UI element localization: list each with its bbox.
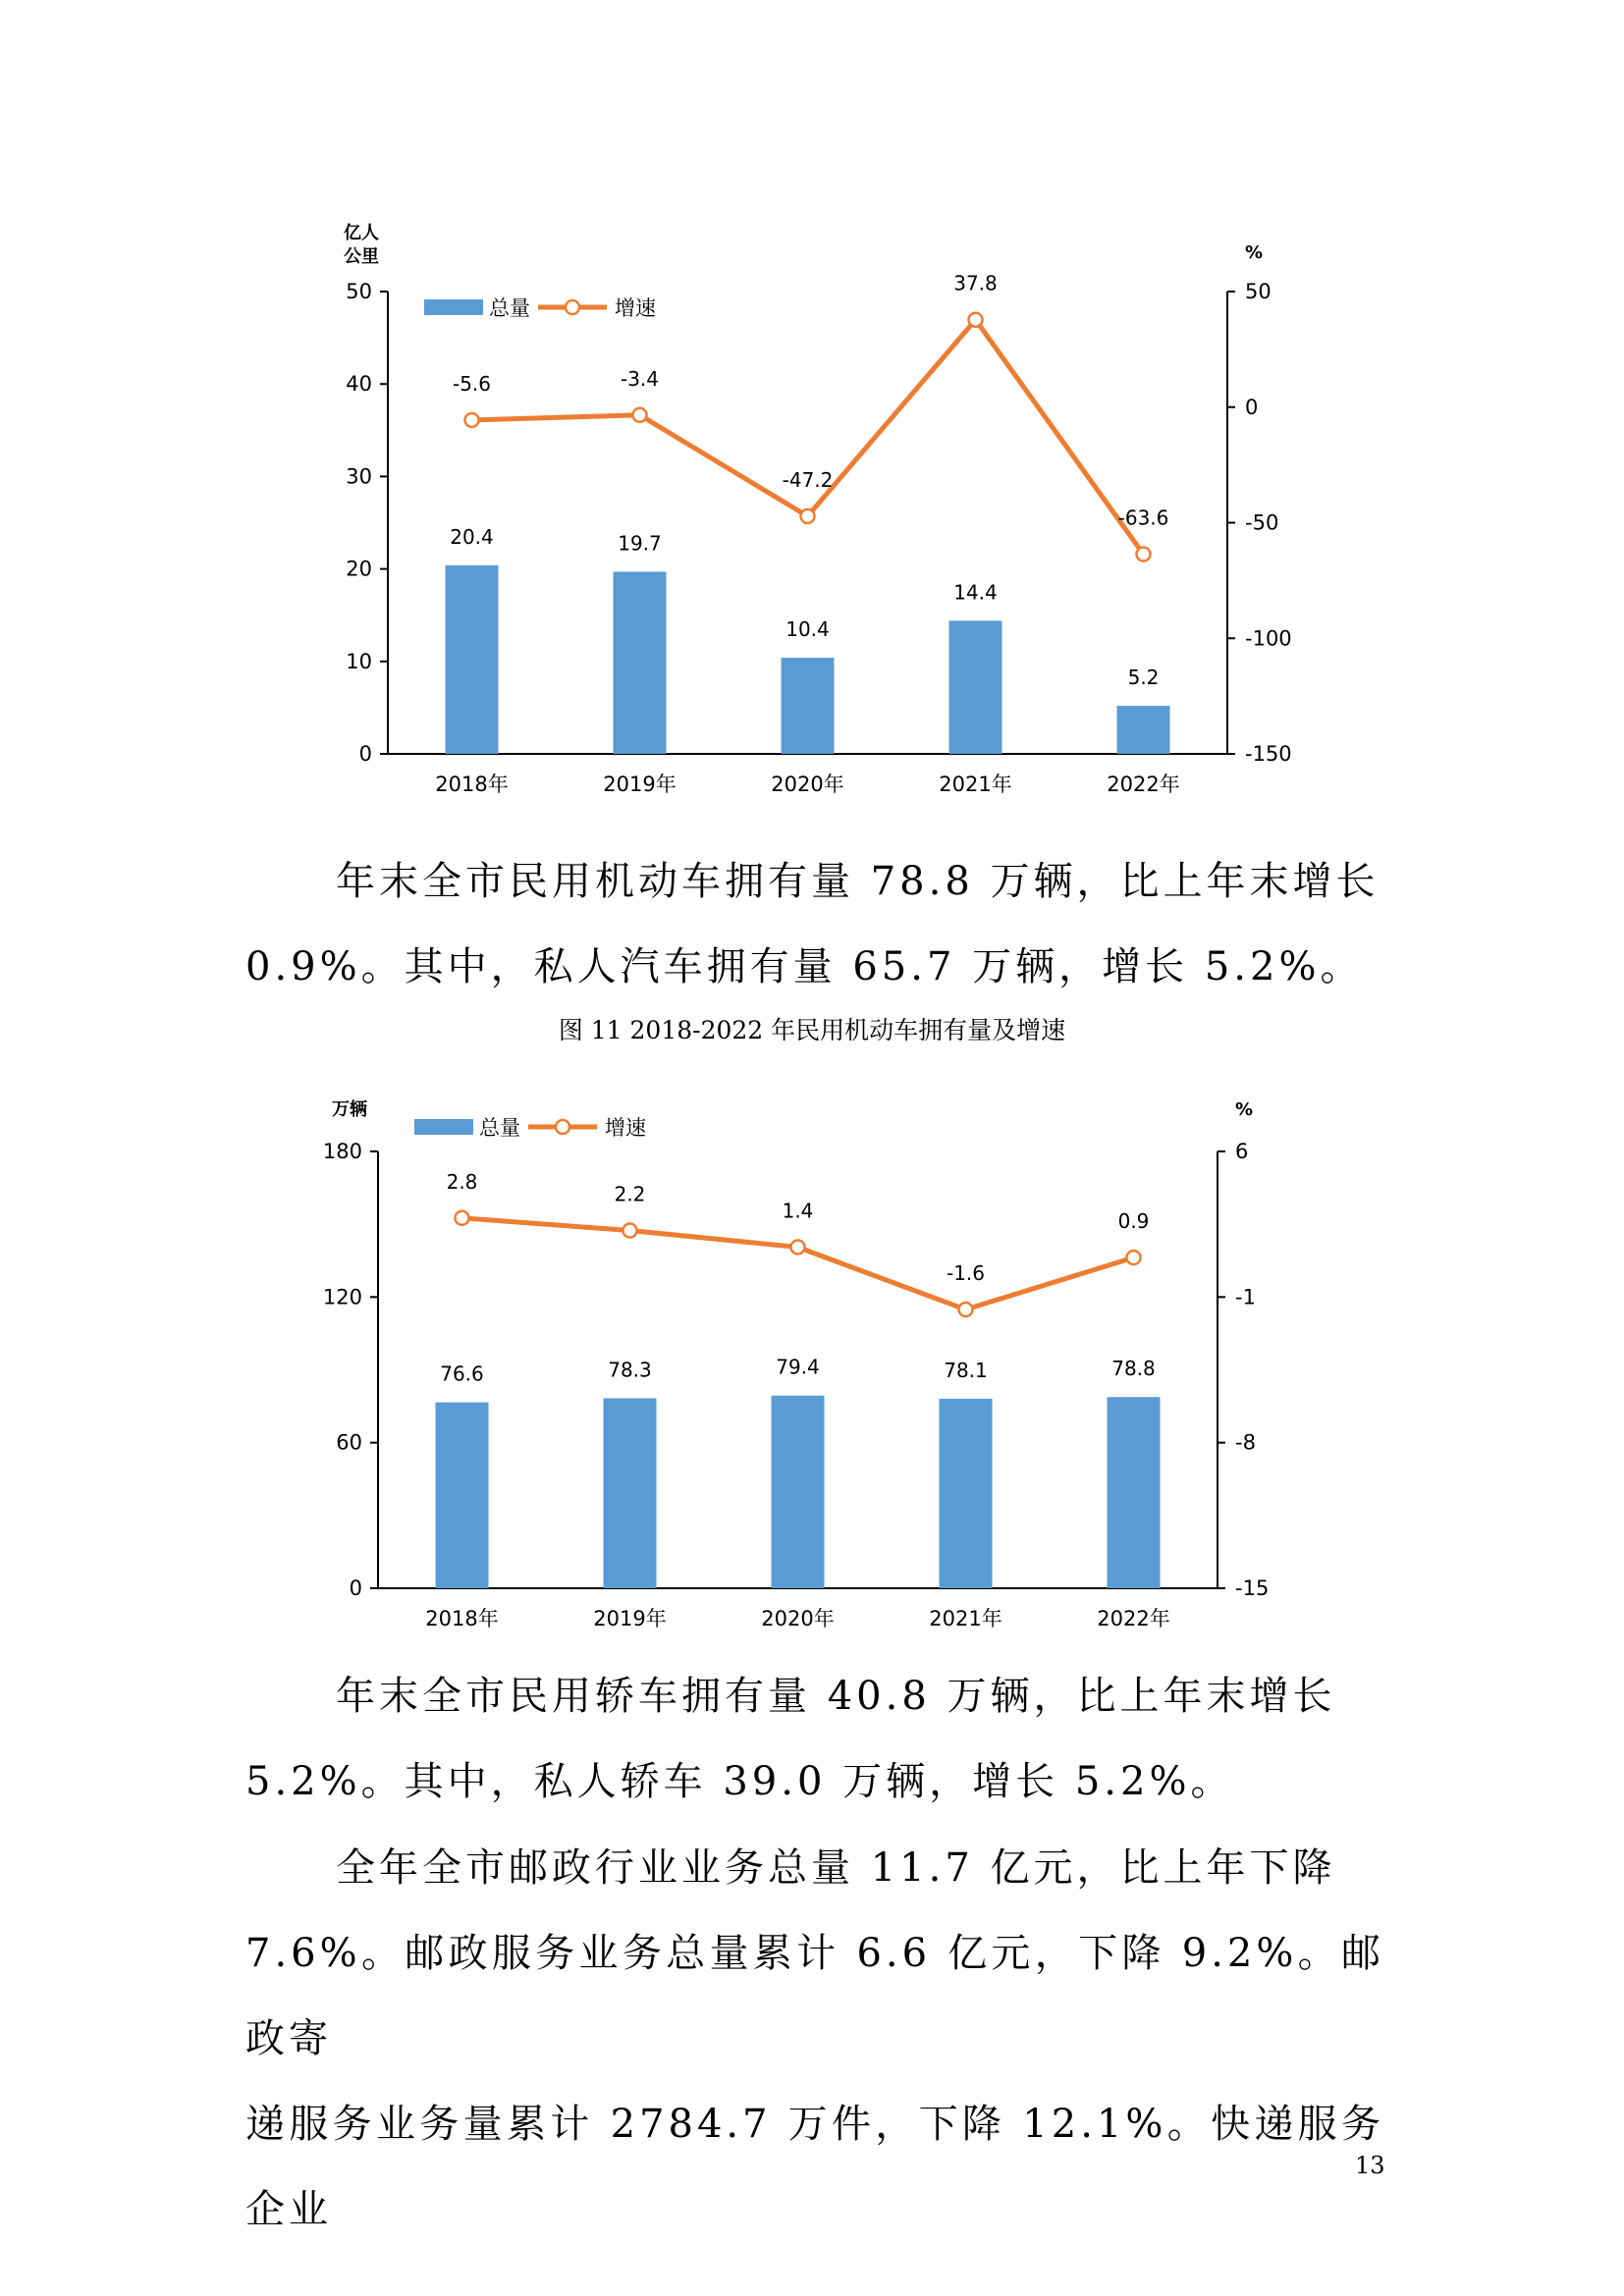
legend-bar-label: 总量 [479, 1116, 520, 1140]
line-data-label: -5.6 [452, 371, 492, 396]
bar [940, 1399, 993, 1588]
x-tick-label: 2022年 [1097, 1607, 1170, 1629]
paragraph-vehicles [245, 839, 1384, 1010]
right-axis-unit: % [1235, 1099, 1254, 1120]
legend-bar-swatch [414, 1119, 473, 1135]
line-data-label: -47.2 [782, 467, 834, 492]
legend-bar-swatch [424, 299, 483, 315]
legend-line-label: 增速 [615, 296, 656, 320]
line-data-label: 1.4 [782, 1199, 814, 1223]
paragraph-line: 年末全市民用机动车拥有量 78.8 万辆，比上年末增长 [336, 859, 1380, 904]
line-point [1127, 1251, 1141, 1264]
right-tick-label: -100 [1245, 626, 1292, 651]
paragraph-postal [245, 1826, 1384, 2253]
line-point [969, 313, 983, 327]
line-data-label: -3.4 [620, 366, 660, 391]
left-tick-label: 120 [322, 1285, 362, 1309]
right-tick-label: -50 [1245, 510, 1279, 535]
x-tick-label: 2022年 [1107, 773, 1180, 796]
right-tick-label: 0 [1245, 395, 1259, 419]
x-tick-label: 2019年 [593, 1607, 667, 1629]
bar [614, 571, 667, 754]
line-data-label: 2.2 [614, 1182, 646, 1206]
paragraph-line: 全年全市邮政行业业务总量 11.7 亿元，比上年下降 [336, 1845, 1336, 1891]
paragraph-line: 递服务业务量累计 2784.7 万件，下降 12.1%。快递服务企业 [245, 2102, 1384, 2232]
line-data-label: 0.9 [1117, 1209, 1150, 1234]
x-tick-label: 2020年 [761, 1607, 835, 1629]
paragraph-line: 0.9%。其中，私人汽车拥有量 65.7 万辆，增长 5.2%。 [245, 944, 1364, 989]
chart-1-svg [0, 0, 1624, 805]
bar [772, 1396, 825, 1588]
growth-line [462, 1218, 1134, 1309]
line-point [1137, 548, 1151, 561]
paragraph-line: 7.6%。邮政服务业务总量累计 6.6 亿元，下降 9.2%。邮政寄 [245, 1931, 1384, 2061]
bar [949, 620, 1002, 754]
left-tick-label: 10 [346, 649, 372, 673]
x-tick-label: 2021年 [929, 1607, 1002, 1629]
left-tick-label: 60 [336, 1430, 362, 1455]
right-tick-label: -150 [1245, 742, 1292, 766]
line-data-label: -63.6 [1117, 506, 1169, 530]
paragraph-line: 年末全市民用轿车拥有量 40.8 万辆，比上年末增长 [336, 1674, 1336, 1719]
bar-data-label: 14.4 [953, 580, 998, 605]
right-tick-label: -8 [1235, 1430, 1256, 1455]
chart-2-svg [0, 1060, 1624, 1629]
paragraph-cars [245, 1654, 1384, 1825]
line-point [791, 1240, 805, 1254]
right-tick-label: -15 [1235, 1576, 1270, 1600]
x-tick-label: 2021年 [939, 773, 1012, 796]
left-axis-unit: 公里 [344, 246, 379, 267]
left-tick-label: 20 [346, 557, 372, 581]
bar-data-label: 5.2 [1127, 666, 1160, 690]
x-tick-label: 2020年 [771, 773, 844, 796]
line-data-label: 37.8 [953, 271, 998, 295]
left-tick-label: 0 [358, 742, 372, 766]
bar-data-label: 20.4 [450, 524, 494, 549]
bar [1117, 706, 1170, 754]
bar-data-label: 78.1 [944, 1358, 988, 1382]
left-tick-label: 50 [346, 280, 372, 303]
right-tick-label: 50 [1245, 280, 1272, 303]
left-tick-label: 40 [346, 372, 372, 397]
legend-line-marker [566, 300, 579, 314]
left-tick-label: 30 [346, 464, 372, 489]
line-point [623, 1224, 637, 1238]
left-tick-label: 180 [322, 1140, 362, 1163]
line-data-label: -1.6 [946, 1261, 986, 1286]
line-point [959, 1303, 973, 1316]
bar-data-label: 79.4 [776, 1355, 820, 1379]
bar-data-label: 78.3 [608, 1358, 652, 1382]
bar [604, 1398, 657, 1588]
paragraph-line: 5.2%。其中，私人轿车 39.0 万辆，增长 5.2%。 [245, 1759, 1234, 1804]
legend-bar-label: 总量 [489, 296, 530, 320]
legend-line-label: 增速 [605, 1116, 646, 1140]
right-tick-label: -1 [1235, 1285, 1256, 1309]
x-tick-label: 2019年 [603, 773, 677, 796]
right-axis-unit: % [1245, 242, 1264, 263]
bar [782, 658, 835, 754]
figure-caption: 图 11 2018-2022 年民用机动车拥有量及增速 [558, 1016, 1066, 1044]
line-point [633, 408, 647, 422]
bar-data-label: 78.8 [1111, 1357, 1156, 1381]
bar [446, 565, 499, 754]
legend-line-marker [556, 1120, 569, 1134]
page-number: 13 [1355, 2152, 1385, 2179]
left-axis-unit: 万辆 [332, 1099, 367, 1120]
line-point [801, 509, 815, 523]
bar-data-label: 10.4 [785, 617, 830, 642]
line-data-label: 2.8 [446, 1169, 478, 1194]
bar-data-label: 19.7 [618, 531, 662, 556]
line-point [456, 1211, 469, 1225]
right-tick-label: 6 [1235, 1140, 1249, 1163]
x-tick-label: 2018年 [435, 773, 509, 796]
chart-vehicle-ownership [0, 1060, 1624, 1629]
bar [436, 1403, 489, 1588]
left-axis-unit: 亿人 [344, 223, 379, 243]
chart-passenger-turnover [0, 0, 1624, 805]
x-tick-label: 2018年 [425, 1607, 499, 1629]
line-point [465, 413, 479, 427]
bar [1108, 1397, 1161, 1588]
left-tick-label: 0 [349, 1576, 362, 1600]
bar-data-label: 76.6 [440, 1362, 484, 1386]
